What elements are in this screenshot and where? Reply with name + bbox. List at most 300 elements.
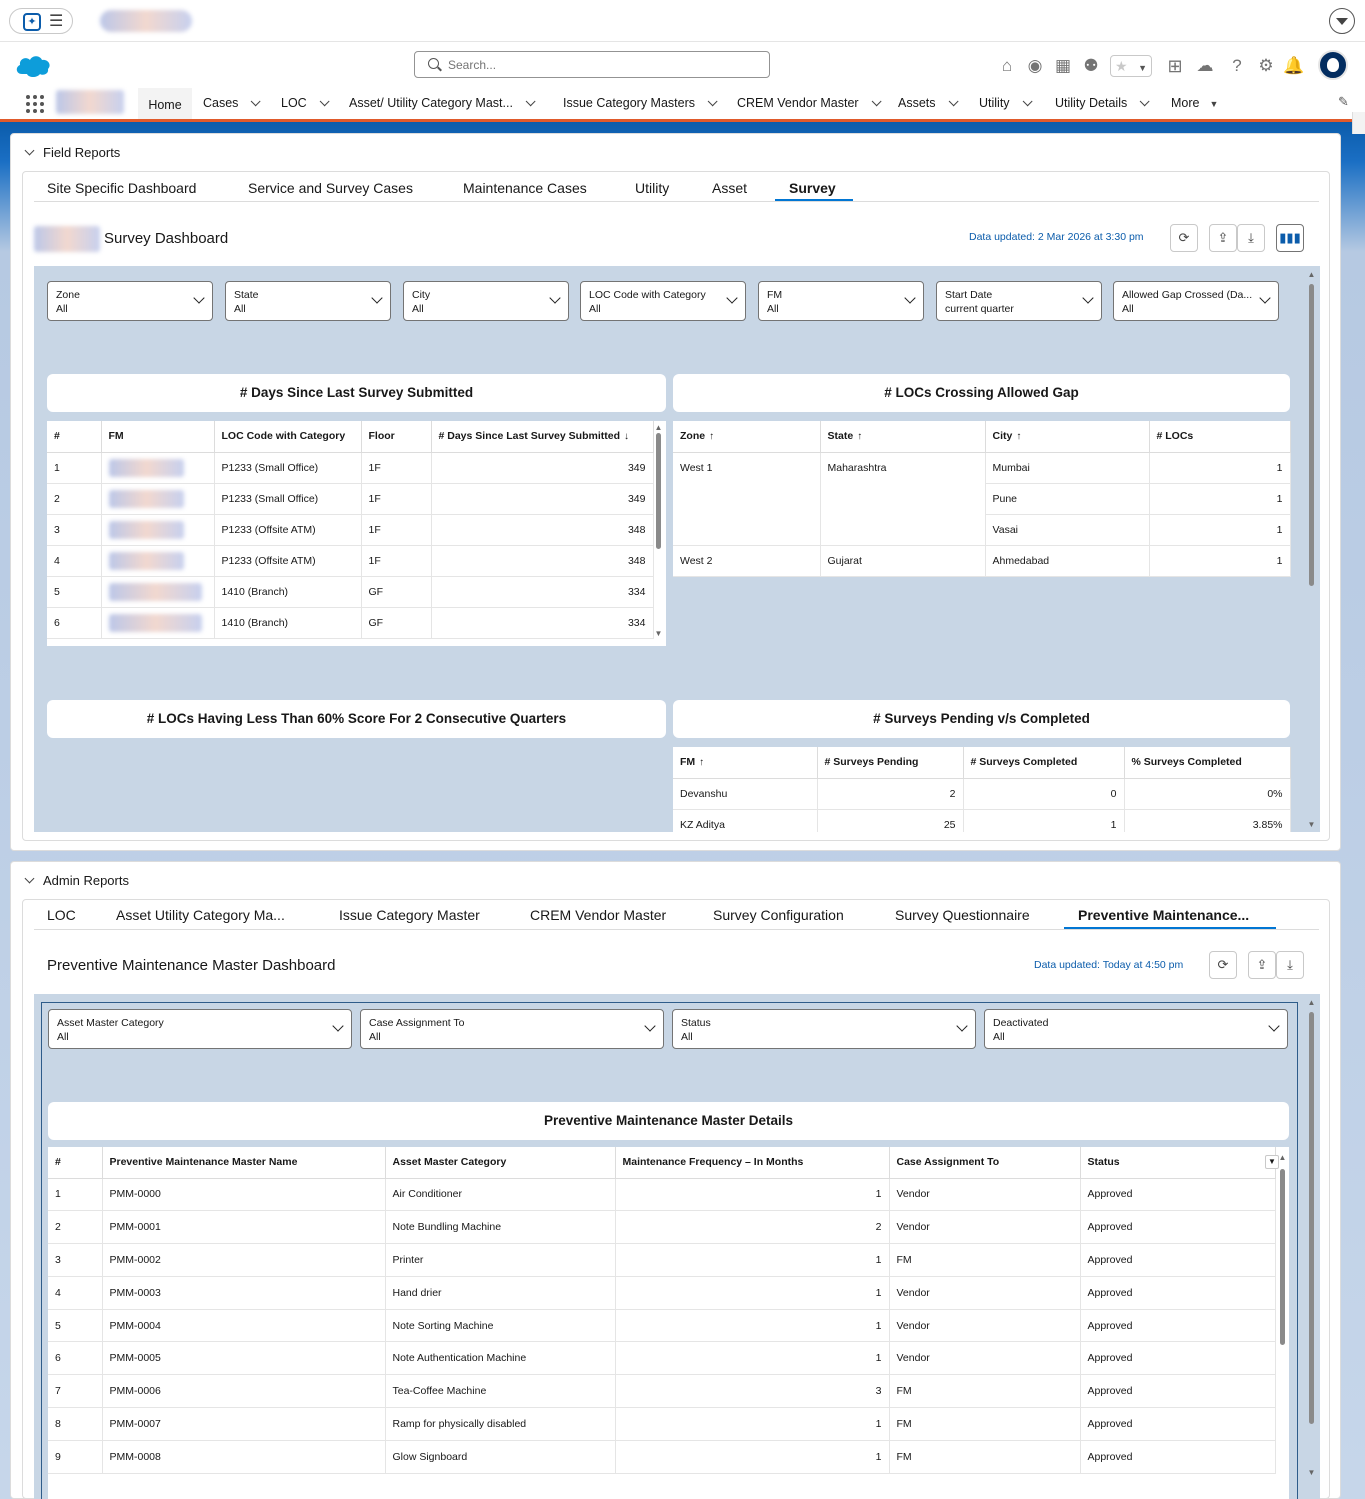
row-number-cell: 9 <box>48 1440 102 1473</box>
filter-value: All <box>412 303 424 315</box>
active-tab-indicator <box>1064 927 1276 929</box>
table-row[interactable] <box>48 1309 1275 1342</box>
admin-reports-header[interactable] <box>24 872 224 890</box>
browser-dropdown-button[interactable] <box>1329 8 1355 34</box>
nav-item-more[interactable] <box>1171 88 1218 119</box>
city-cell: Ahmedabad <box>985 545 1149 576</box>
pct-completed-cell: 0% <box>1124 778 1290 809</box>
chevron-down-icon[interactable] <box>25 874 35 884</box>
fm-name-blurred <box>109 521 184 539</box>
frequency-cell: 1 <box>615 1276 889 1309</box>
column-header[interactable]: # <box>48 1147 102 1178</box>
asset-category-cell: Tea-Coffee Machine <box>385 1375 615 1408</box>
refresh-icon: ⟳ <box>1217 957 1229 972</box>
bell-icon[interactable]: 🔔 <box>1283 56 1305 75</box>
tab-survey-configuration[interactable]: Survey Configuration <box>713 907 844 923</box>
favorites-icon[interactable]: ★ ▼ <box>1110 55 1152 77</box>
row-number-cell: 2 <box>48 1211 102 1244</box>
scroll-down-icon[interactable]: ▼ <box>654 629 663 638</box>
chevron-down-icon <box>1336 18 1348 25</box>
sparkle-icon: ✦ <box>23 13 41 31</box>
pm-name-cell: PMM-0006 <box>102 1375 385 1408</box>
column-header-sorted[interactable] <box>820 421 985 452</box>
row-number-cell: 8 <box>48 1408 102 1441</box>
assignment-cell: Vendor <box>889 1276 1080 1309</box>
sort-desc-icon: ↓ <box>623 431 629 443</box>
surveys-pending-title: # Surveys Pending v/s Completed <box>673 700 1290 738</box>
pending-cell: 25 <box>817 809 963 832</box>
chevron-down-icon[interactable] <box>526 96 536 106</box>
frequency-cell: 1 <box>615 1309 889 1342</box>
app-launcher-button[interactable] <box>9 8 73 34</box>
nav-item-label: Asset/ Utility Category Mast... <box>349 96 513 110</box>
dashboard-title: Preventive Maintenance Master Dashboard <box>47 957 336 974</box>
dashboard-scrollbar[interactable] <box>1307 270 1316 830</box>
tab-divider <box>34 201 1319 202</box>
nav-item-cases[interactable] <box>203 88 257 119</box>
nav-item-asset-utility-category[interactable] <box>349 88 532 119</box>
pct-completed-cell: 3.85% <box>1124 809 1290 832</box>
table-row[interactable] <box>673 809 1290 832</box>
filter-fm[interactable] <box>758 281 924 321</box>
loc-code-cell: P1233 (Small Office) <box>214 483 361 514</box>
analytics-button[interactable] <box>1276 224 1304 252</box>
completed-cell: 0 <box>963 778 1124 809</box>
frequency-cell: 1 <box>615 1408 889 1441</box>
days-cell: 348 <box>431 514 653 545</box>
download-button[interactable] <box>1237 224 1265 252</box>
frequency-cell: 1 <box>615 1440 889 1473</box>
filter-label: Case Assignment To <box>369 1017 465 1029</box>
user-settings-icon[interactable]: ⚉ <box>1083 56 1099 75</box>
table-row[interactable] <box>47 545 653 576</box>
nav-item-label: Utility Details <box>1055 96 1128 110</box>
row-number-cell: 5 <box>47 576 101 607</box>
assignment-cell: FM <box>889 1408 1080 1441</box>
zone-cell: West 1 <box>673 452 820 545</box>
column-header[interactable]: % Surveys Completed <box>1124 747 1290 778</box>
column-header[interactable]: Maintenance Frequency – In Months <box>615 1147 889 1178</box>
chevron-down-icon[interactable] <box>708 96 718 106</box>
frequency-cell: 1 <box>615 1178 889 1211</box>
trailhead-icon[interactable]: ☁ <box>1196 56 1214 75</box>
section-title: Field Reports <box>43 145 121 160</box>
share-button[interactable] <box>1209 224 1237 252</box>
menu-icon: ☰ <box>49 13 64 30</box>
sort-asc-icon: ↑ <box>857 431 863 443</box>
pm-name-cell: PMM-0003 <box>102 1276 385 1309</box>
column-header-label: Zone <box>680 430 706 443</box>
fm-cell-blurred <box>101 545 214 576</box>
gear-icon[interactable]: ⚙ <box>1258 56 1274 75</box>
tab-issue-category-master[interactable]: Issue Category Master <box>339 907 480 923</box>
table-row[interactable] <box>48 1342 1275 1375</box>
tab-asset[interactable]: Asset <box>712 180 748 196</box>
data-updated-text: Data updated: Today at 4:50 pm <box>1034 959 1184 971</box>
asset-category-cell: Air Conditioner <box>385 1178 615 1211</box>
fm-cell-blurred <box>101 607 214 638</box>
column-header[interactable]: FM <box>101 421 214 452</box>
filter-value: All <box>369 1031 381 1043</box>
refresh-icon: ⟳ <box>1178 230 1190 245</box>
column-header[interactable]: # LOCs <box>1149 421 1290 452</box>
row-number-cell: 6 <box>47 607 101 638</box>
pm-table-scrollbar[interactable] <box>1278 1153 1287 1499</box>
edit-nav-icon[interactable]: ✎ <box>1338 94 1349 109</box>
bar-chart-icon: ▮▮▮ <box>1279 230 1301 245</box>
table-row[interactable] <box>673 545 1290 576</box>
row-number-cell: 1 <box>47 452 101 483</box>
filter-value: All <box>56 303 68 315</box>
chevron-down-icon[interactable] <box>1022 96 1032 106</box>
fm-cell-blurred <box>101 514 214 545</box>
asset-category-cell: Note Bundling Machine <box>385 1211 615 1244</box>
column-header-label: FM <box>680 756 696 769</box>
scroll-up-icon[interactable]: ▲ <box>654 423 663 432</box>
nav-item-home[interactable] <box>138 88 192 119</box>
floor-cell: 1F <box>361 483 431 514</box>
floor-cell: GF <box>361 576 431 607</box>
column-header-sorted[interactable] <box>673 421 820 452</box>
column-header[interactable]: Status <box>1080 1147 1275 1178</box>
asset-category-cell: Ramp for physically disabled <box>385 1408 615 1441</box>
nav-item-loc[interactable] <box>281 88 326 119</box>
fm-name-blurred <box>109 614 202 632</box>
status-cell: Approved <box>1080 1211 1275 1244</box>
row-number-cell: 7 <box>48 1375 102 1408</box>
salesforce-logo[interactable] <box>14 52 52 78</box>
pm-name-cell: PMM-0008 <box>102 1440 385 1473</box>
filter-label: Deactivated <box>993 1017 1049 1029</box>
tab-service-and-survey-cases[interactable]: Service and Survey Cases <box>248 180 413 196</box>
scroll-down-icon[interactable]: ▼ <box>1307 1468 1316 1477</box>
filter-status[interactable] <box>672 1009 976 1049</box>
filter-city[interactable] <box>403 281 569 321</box>
filter-label: City <box>412 289 431 301</box>
days-since-survey-table-wrap <box>47 421 666 646</box>
locs-crossing-gap-title: # LOCs Crossing Allowed Gap <box>673 374 1290 412</box>
table-header-row <box>47 421 653 452</box>
table-row[interactable] <box>47 514 653 545</box>
browser-bar <box>0 0 1365 42</box>
column-header[interactable]: # Surveys Completed <box>963 747 1124 778</box>
status-cell: Approved <box>1080 1408 1275 1441</box>
filter-value: All <box>57 1031 69 1043</box>
filter-label: Status <box>681 1017 711 1029</box>
data-updated-text: Data updated: 2 Mar 2026 at 3:30 pm <box>969 231 1144 243</box>
asset-category-cell: Note Authentication Machine <box>385 1342 615 1375</box>
column-header[interactable]: Case Assignment To <box>889 1147 1080 1178</box>
app-name-blurred <box>56 90 124 114</box>
column-header[interactable]: # Surveys Pending <box>817 747 963 778</box>
asset-category-cell: Printer <box>385 1244 615 1277</box>
nav-item-crem-vendor[interactable] <box>737 88 878 119</box>
table-row[interactable] <box>673 452 1290 483</box>
section-title: Admin Reports <box>43 873 129 888</box>
floor-cell: GF <box>361 607 431 638</box>
row-number-cell: 3 <box>47 514 101 545</box>
pm-name-cell: PMM-0001 <box>102 1211 385 1244</box>
status-cell: Approved <box>1080 1276 1275 1309</box>
floor-cell: 1F <box>361 514 431 545</box>
refresh-button[interactable] <box>1170 224 1198 252</box>
surveys-pending-table <box>673 747 1291 832</box>
state-cell: Maharashtra <box>820 452 985 545</box>
tab-divider <box>34 929 1319 930</box>
status-cell: Approved <box>1080 1244 1275 1277</box>
column-header-sorted[interactable] <box>985 421 1149 452</box>
tab-site-specific-dashboard[interactable]: Site Specific Dashboard <box>47 180 197 196</box>
loc-code-cell: P1233 (Offsite ATM) <box>214 545 361 576</box>
filter-state[interactable] <box>225 281 391 321</box>
table-row[interactable] <box>673 778 1290 809</box>
table-row[interactable] <box>48 1375 1275 1408</box>
locs-cell: 1 <box>1149 483 1290 514</box>
share-icon: ⇪ <box>1256 957 1268 972</box>
share-button[interactable] <box>1248 951 1276 979</box>
nav-item-label: Cases <box>203 96 239 110</box>
chevron-down-icon[interactable] <box>871 96 881 106</box>
global-search[interactable] <box>414 51 770 78</box>
nav-item-assets[interactable] <box>898 88 955 119</box>
frequency-cell: 3 <box>615 1375 889 1408</box>
column-header-sorted[interactable] <box>431 421 653 452</box>
pm-dashboard-canvas <box>34 994 1320 1499</box>
table-row[interactable] <box>48 1440 1275 1473</box>
chevron-down-icon[interactable] <box>948 96 958 106</box>
nav-bar <box>0 88 1365 122</box>
home-icon[interactable]: ⌂ <box>1001 56 1013 75</box>
tab-loc[interactable]: LOC <box>47 907 76 923</box>
column-header[interactable]: LOC Code with Category <box>214 421 361 452</box>
status-cell: Approved <box>1080 1440 1275 1473</box>
days-table-scrollbar[interactable] <box>654 421 663 646</box>
status-cell: Approved <box>1080 1309 1275 1342</box>
assignment-cell: Vendor <box>889 1309 1080 1342</box>
avatar[interactable] <box>1318 50 1348 80</box>
scroll-up-icon[interactable]: ▲ <box>1278 1153 1287 1162</box>
nav-item-utility[interactable] <box>979 88 1029 119</box>
scrollbar-thumb[interactable] <box>1309 284 1314 586</box>
filter-start-date[interactable] <box>936 281 1102 321</box>
column-header-label: # Days Since Last Survey Submitted <box>438 430 620 443</box>
tab-preventive-maintenance[interactable]: Preventive Maintenance... <box>1078 907 1250 923</box>
table-row[interactable] <box>48 1178 1275 1211</box>
frequency-cell: 1 <box>615 1342 889 1375</box>
locs-cell: 1 <box>1149 545 1290 576</box>
nav-item-label: Assets <box>898 96 936 110</box>
assignment-cell: FM <box>889 1440 1080 1473</box>
loc-code-cell: P1233 (Small Office) <box>214 452 361 483</box>
asset-category-cell: Note Sorting Machine <box>385 1309 615 1342</box>
column-header-label: State <box>827 430 854 443</box>
refresh-button[interactable] <box>1209 951 1237 979</box>
nav-item-label: More <box>1171 96 1200 110</box>
column-header-sorted[interactable] <box>673 747 817 778</box>
column-header-label: City <box>992 430 1013 443</box>
filter-value: All <box>589 303 601 315</box>
field-reports-header[interactable] <box>24 144 224 162</box>
table-row[interactable] <box>47 483 653 514</box>
filter-case-assignment-to[interactable] <box>360 1009 664 1049</box>
assignment-cell: FM <box>889 1244 1080 1277</box>
scrollbar-thumb[interactable] <box>1309 1012 1314 1424</box>
chevron-down-icon: ▼ <box>1138 63 1147 73</box>
tab-utility[interactable]: Utility <box>635 180 670 196</box>
nav-item-label: LOC <box>281 96 307 110</box>
global-header <box>0 42 1365 88</box>
pm-details-table <box>48 1147 1276 1474</box>
tab-maintenance-cases[interactable]: Maintenance Cases <box>463 180 587 196</box>
frequency-cell: 2 <box>615 1211 889 1244</box>
days-cell: 334 <box>431 576 653 607</box>
row-number-cell: 6 <box>48 1342 102 1375</box>
pm-name-cell: PMM-0002 <box>102 1244 385 1277</box>
filter-value: All <box>234 303 246 315</box>
row-number-cell: 1 <box>48 1178 102 1211</box>
nav-item-issue-category[interactable] <box>563 88 714 119</box>
low-score-locs-title: # LOCs Having Less Than 60% Score For 2 Consecutive Quarters <box>47 700 666 738</box>
filter-label: Zone <box>56 289 80 301</box>
active-tab-indicator <box>775 199 853 201</box>
filter-label: Start Date <box>945 289 993 301</box>
table-header-row <box>673 747 1290 778</box>
column-header[interactable]: Floor <box>361 421 431 452</box>
column-menu-button[interactable] <box>1265 1155 1279 1169</box>
pm-name-cell: PMM-0005 <box>102 1342 385 1375</box>
status-cell: Approved <box>1080 1342 1275 1375</box>
nav-item-label: Home <box>148 98 182 112</box>
fm-cell: KZ Aditya <box>673 809 817 832</box>
zone-cell: West 2 <box>673 545 820 576</box>
nav-item-label: CREM Vendor Master <box>737 96 859 110</box>
filter-deactivated[interactable] <box>984 1009 1288 1049</box>
tab-asset-utility-category[interactable]: Asset Utility Category Ma... <box>116 907 285 923</box>
fm-name-blurred <box>109 459 184 477</box>
table-row[interactable] <box>47 607 653 638</box>
city-cell: Vasai <box>985 514 1149 545</box>
sort-asc-icon: ↑ <box>709 431 715 443</box>
row-number-cell: 2 <box>47 483 101 514</box>
app-launcher-icon[interactable] <box>26 95 44 113</box>
dashboard-logo-blurred <box>34 226 100 252</box>
column-header[interactable]: Preventive Maintenance Master Name <box>102 1147 385 1178</box>
row-number-cell: 4 <box>47 545 101 576</box>
days-cell: 349 <box>431 483 653 514</box>
frequency-cell: 1 <box>615 1244 889 1277</box>
filter-value: current quarter <box>945 303 1014 315</box>
column-header[interactable]: # <box>47 421 101 452</box>
pm-dashboard-scrollbar[interactable] <box>1307 998 1316 1484</box>
dashboard-title: Survey Dashboard <box>104 230 229 247</box>
loc-code-cell: P1233 (Offsite ATM) <box>214 514 361 545</box>
table-row[interactable] <box>47 576 653 607</box>
fm-cell-blurred <box>101 483 214 514</box>
filter-value: All <box>767 303 779 315</box>
filter-allowed-gap[interactable] <box>1113 281 1279 321</box>
days-cell: 348 <box>431 545 653 576</box>
filter-loc-code[interactable] <box>580 281 746 321</box>
scroll-up-icon[interactable]: ▲ <box>1307 270 1316 279</box>
table-row[interactable] <box>47 452 653 483</box>
table-header-row <box>48 1147 1275 1178</box>
assignment-cell: FM <box>889 1375 1080 1408</box>
pm-name-cell: PMM-0007 <box>102 1408 385 1441</box>
days-cell: 349 <box>431 452 653 483</box>
scrollbar-thumb[interactable] <box>656 433 661 549</box>
caret-down-icon: ▼ <box>1209 99 1219 109</box>
chevron-down-icon[interactable] <box>1140 96 1150 106</box>
filter-label: Allowed Gap Crossed (Da... <box>1122 289 1253 301</box>
loc-code-cell: 1410 (Branch) <box>214 607 361 638</box>
locs-cell: 1 <box>1149 514 1290 545</box>
tab-survey-questionnaire[interactable]: Survey Questionnaire <box>895 907 1030 923</box>
agent-icon[interactable]: ◉ <box>1027 56 1043 75</box>
filter-value: All <box>1122 303 1134 315</box>
filter-value: All <box>681 1031 693 1043</box>
filter-asset-master-category[interactable] <box>48 1009 352 1049</box>
fm-cell-blurred <box>101 576 214 607</box>
filter-label: FM <box>767 289 783 301</box>
share-icon: ⇪ <box>1217 230 1229 245</box>
filter-label: Asset Master Category <box>57 1017 164 1029</box>
nav-item-utility-details[interactable] <box>1055 88 1146 119</box>
completed-cell: 1 <box>963 809 1124 832</box>
table-row[interactable] <box>48 1244 1275 1277</box>
org-logo-blurred <box>100 10 192 32</box>
loc-code-cell: 1410 (Branch) <box>214 576 361 607</box>
survey-dashboard-canvas <box>34 266 1320 832</box>
fm-cell-blurred <box>101 452 214 483</box>
table-row[interactable] <box>48 1211 1275 1244</box>
nav-item-label: Utility <box>979 96 1010 110</box>
scroll-up-icon[interactable]: ▲ <box>1307 998 1316 1007</box>
fm-name-blurred <box>109 583 202 601</box>
download-icon: ⤓ <box>1287 957 1293 972</box>
table-header-row <box>673 421 1290 452</box>
row-number-cell: 3 <box>48 1244 102 1277</box>
download-button[interactable] <box>1276 951 1304 979</box>
app-switcher-icon[interactable]: ▦ <box>1054 56 1072 75</box>
tab-survey[interactable]: Survey <box>789 180 836 196</box>
fm-name-blurred <box>109 490 184 508</box>
pm-name-cell: PMM-0004 <box>102 1309 385 1342</box>
filter-label: State <box>234 289 259 301</box>
search-icon-handle <box>437 67 442 72</box>
scrollbar-thumb[interactable] <box>1280 1169 1285 1345</box>
pm-details-table-wrap <box>48 1147 1289 1499</box>
sort-asc-icon: ↑ <box>699 757 705 769</box>
download-icon: ⤓ <box>1248 230 1254 245</box>
filter-zone[interactable] <box>47 281 213 321</box>
pending-cell: 2 <box>817 778 963 809</box>
chevron-down-icon[interactable] <box>251 96 261 106</box>
tab-crem-vendor-master[interactable]: CREM Vendor Master <box>530 907 667 923</box>
table-row[interactable] <box>48 1276 1275 1309</box>
chevron-down-icon[interactable] <box>319 96 329 106</box>
asset-category-cell: Hand drier <box>385 1276 615 1309</box>
search-input[interactable] <box>448 55 758 75</box>
column-header[interactable]: Asset Master Category <box>385 1147 615 1178</box>
table-row[interactable] <box>48 1408 1275 1441</box>
chevron-down-icon[interactable] <box>25 146 35 156</box>
assignment-cell: Vendor <box>889 1342 1080 1375</box>
window-scrollbar[interactable] <box>1352 112 1365 134</box>
add-icon[interactable]: ⊞ <box>1167 55 1183 76</box>
help-icon[interactable]: ? <box>1232 56 1242 75</box>
pm-name-cell: PMM-0000 <box>102 1178 385 1211</box>
scroll-down-icon[interactable]: ▼ <box>1307 820 1316 829</box>
